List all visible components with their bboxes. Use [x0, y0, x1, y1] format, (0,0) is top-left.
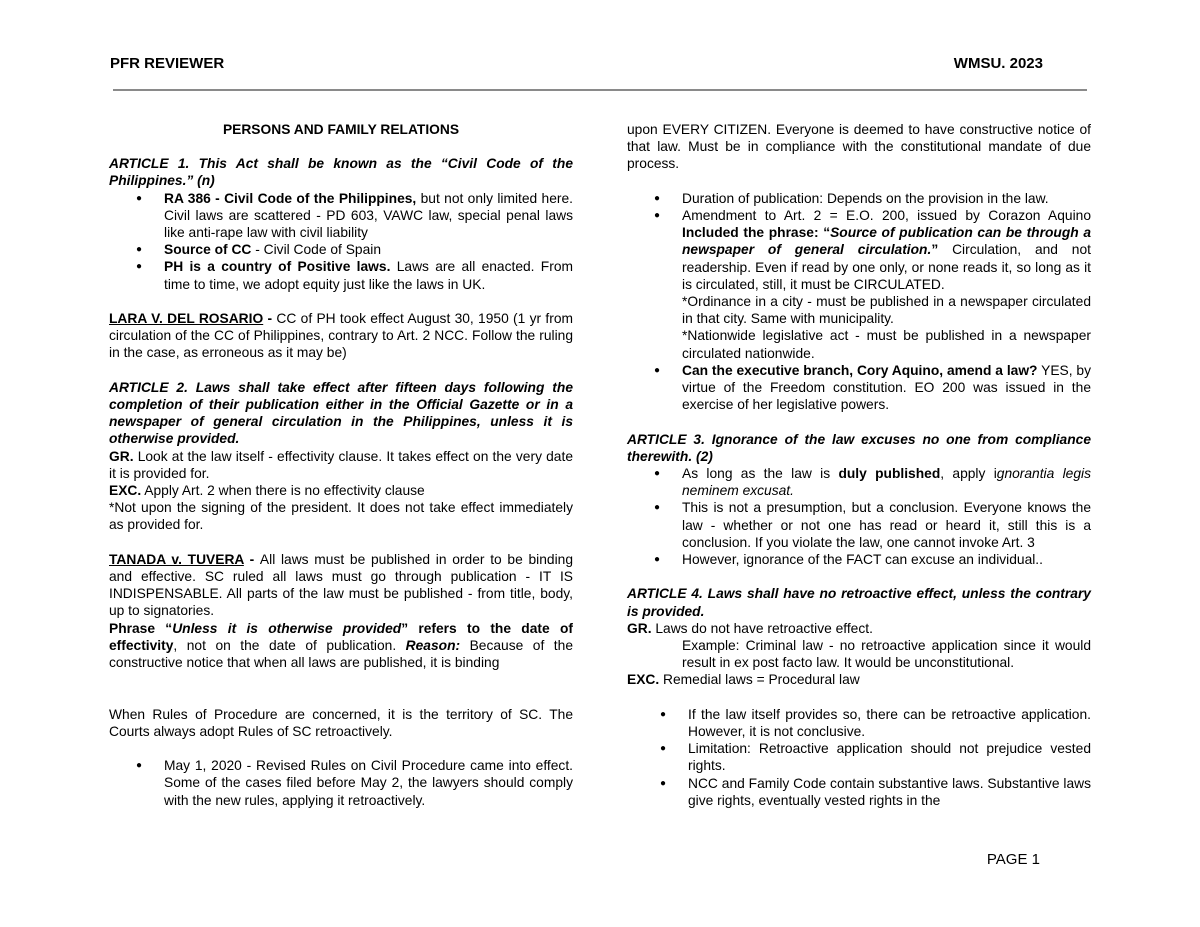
list-item: ● May 1, 2020 - Revised Rules on Civil Procedure came into effect. Some of the cases filed before May 2, the lawyers should comply with the new rules, applying it retroactively. — [164, 757, 573, 809]
list-item: ● PH is a country of Positive laws. Laws are all enacted. From time to time, we adopt equity just like the laws in UK. — [164, 258, 573, 292]
rules-paragraph: When Rules of Procedure are concerned, it is the territory of SC. The Courts always adopt Rules of SC retroactively. — [109, 706, 573, 739]
general-rule: GR. Look at the law itself - effectivity clause. It takes effect on the very date it is provided for. — [109, 448, 573, 481]
article-2-list — [627, 190, 1091, 414]
article-1-heading: ARTICLE 1. This Act shall be known as the “Civil Code of the Philippines.” (n) — [109, 156, 573, 189]
header-left: PFR REVIEWER — [110, 55, 225, 72]
continuation-paragraph: upon EVERY CITIZEN. Everyone is deemed to have constructive notice of that law. Must be in compliance with the constitutional mandate of due process. — [627, 122, 1091, 172]
exception: EXC. Apply Art. 2 when there is no effectivity clause — [109, 483, 425, 499]
rules-list — [109, 757, 573, 809]
list-item: ● NCC and Family Code contain substantive laws. Substantive laws give rights, eventually vested rights in the — [688, 775, 1091, 809]
page-number: PAGE 1 — [986, 851, 1040, 868]
list-item: ● Limitation: Retroactive application should not prejudice vested rights. — [688, 740, 1091, 774]
example: Example: Criminal law - no retroactive application since it would result in ex post facto law. It would be unconstitutional. — [682, 638, 1091, 671]
exception: EXC. Remedial laws = Procedural law — [627, 672, 860, 688]
article-4-heading: ARTICLE 4. Laws shall have no retroactive effect, unless the contrary is provided. — [627, 586, 1091, 619]
header-divider — [113, 89, 1087, 91]
article-3-heading: ARTICLE 3. Ignorance of the law excuses no one from compliance therewith. (2) — [627, 431, 1091, 464]
general-rule: GR. Laws do not have retroactive effect. — [627, 620, 873, 636]
article-2-heading: ARTICLE 2. Laws shall take effect after fifteen days following the completion of their publication either in the Official Gazette or in a newspaper of general circulation in the Philippines, unless it is otherwise provided. — [109, 379, 573, 447]
list-item: ● RA 386 - Civil Code of the Philippines, but not only limited here. Civil laws are scattered - PD 603, VAWC law, special penal laws like anti-rape law with civil liability — [164, 190, 573, 242]
list-item: ● This is not a presumption, but a conclusion. Everyone knows the law - whether or not one has read or heard it, still this is a conclusion. If you violate the law, one cannot invoke Art. 3 — [682, 499, 1091, 551]
document-title: PERSONS AND FAMILY RELATIONS — [222, 122, 460, 137]
article-1-list — [109, 190, 573, 293]
list-item: ● Duration of publication: Depends on the provision in the law. — [682, 190, 1091, 207]
left-column — [109, 121, 573, 809]
article-4-list — [627, 706, 1091, 809]
article-3-list — [627, 465, 1091, 568]
header-right: WMSU. 2023 — [953, 55, 1043, 72]
list-item: ● If the law itself provides so, there can be retroactive application. However, it is not conclusive. — [688, 706, 1091, 740]
right-column — [627, 121, 1091, 809]
case-name: TANADA v. TUVERA — [109, 551, 244, 567]
lara-case-paragraph: LARA V. DEL ROSARIO - CC of PH took effect August 30, 1950 (1 yr from circulation of the CC of Philippines, contrary to Art. 2 NCC. Follow the ruling in the case, as erroneous as it may be) — [109, 311, 574, 361]
list-item: ● However, ignorance of the FACT can excuse an individual.. — [682, 551, 1091, 568]
list-item: ● Amendment to Art. 2 = E.O. 200, issued by Corazon Aquino Included the phrase: “Source of publication can be through a newspaper of general circulation.” Circulation, and not readership. Even if read by one only, or none reads it, so long as it is circulated, still, it must be CIRCULATED. *Ordinance in a city - must be published in a newspaper circulated in that city. Same with municipality. *Nationwide legislative act - must be published in a newspaper circulated nationwide. — [682, 207, 1091, 362]
note: *Not upon the signing of the president. It does not take effect immediately as provided for. — [109, 500, 573, 533]
list-item: ● As long as the law is duly published, apply ignorantia legis neminem excusat. — [682, 465, 1091, 499]
case-name: LARA V. DEL ROSARIO — [109, 311, 264, 327]
tanada-case-paragraph: TANADA v. TUVERA - All laws must be published in order to be binding and effective. SC ruled all laws must go through publication - IT IS INDISPENSABLE. All parts of the law must be published - from title, body, up to signatories. — [109, 551, 573, 619]
list-item: ● Source of CC - Civil Code of Spain — [164, 241, 573, 258]
phrase-paragraph: Phrase “Unless it is otherwise provided” refers to the date of effectivity, not on the date of publication. Reason: Because of the constructive notice that when all laws are published, it is binding — [109, 620, 573, 671]
list-item: ● Can the executive branch, Cory Aquino, amend a law? YES, by virtue of the Freedom constitution. EO 200 was issued in the exercise of her legislative powers. — [682, 362, 1091, 414]
